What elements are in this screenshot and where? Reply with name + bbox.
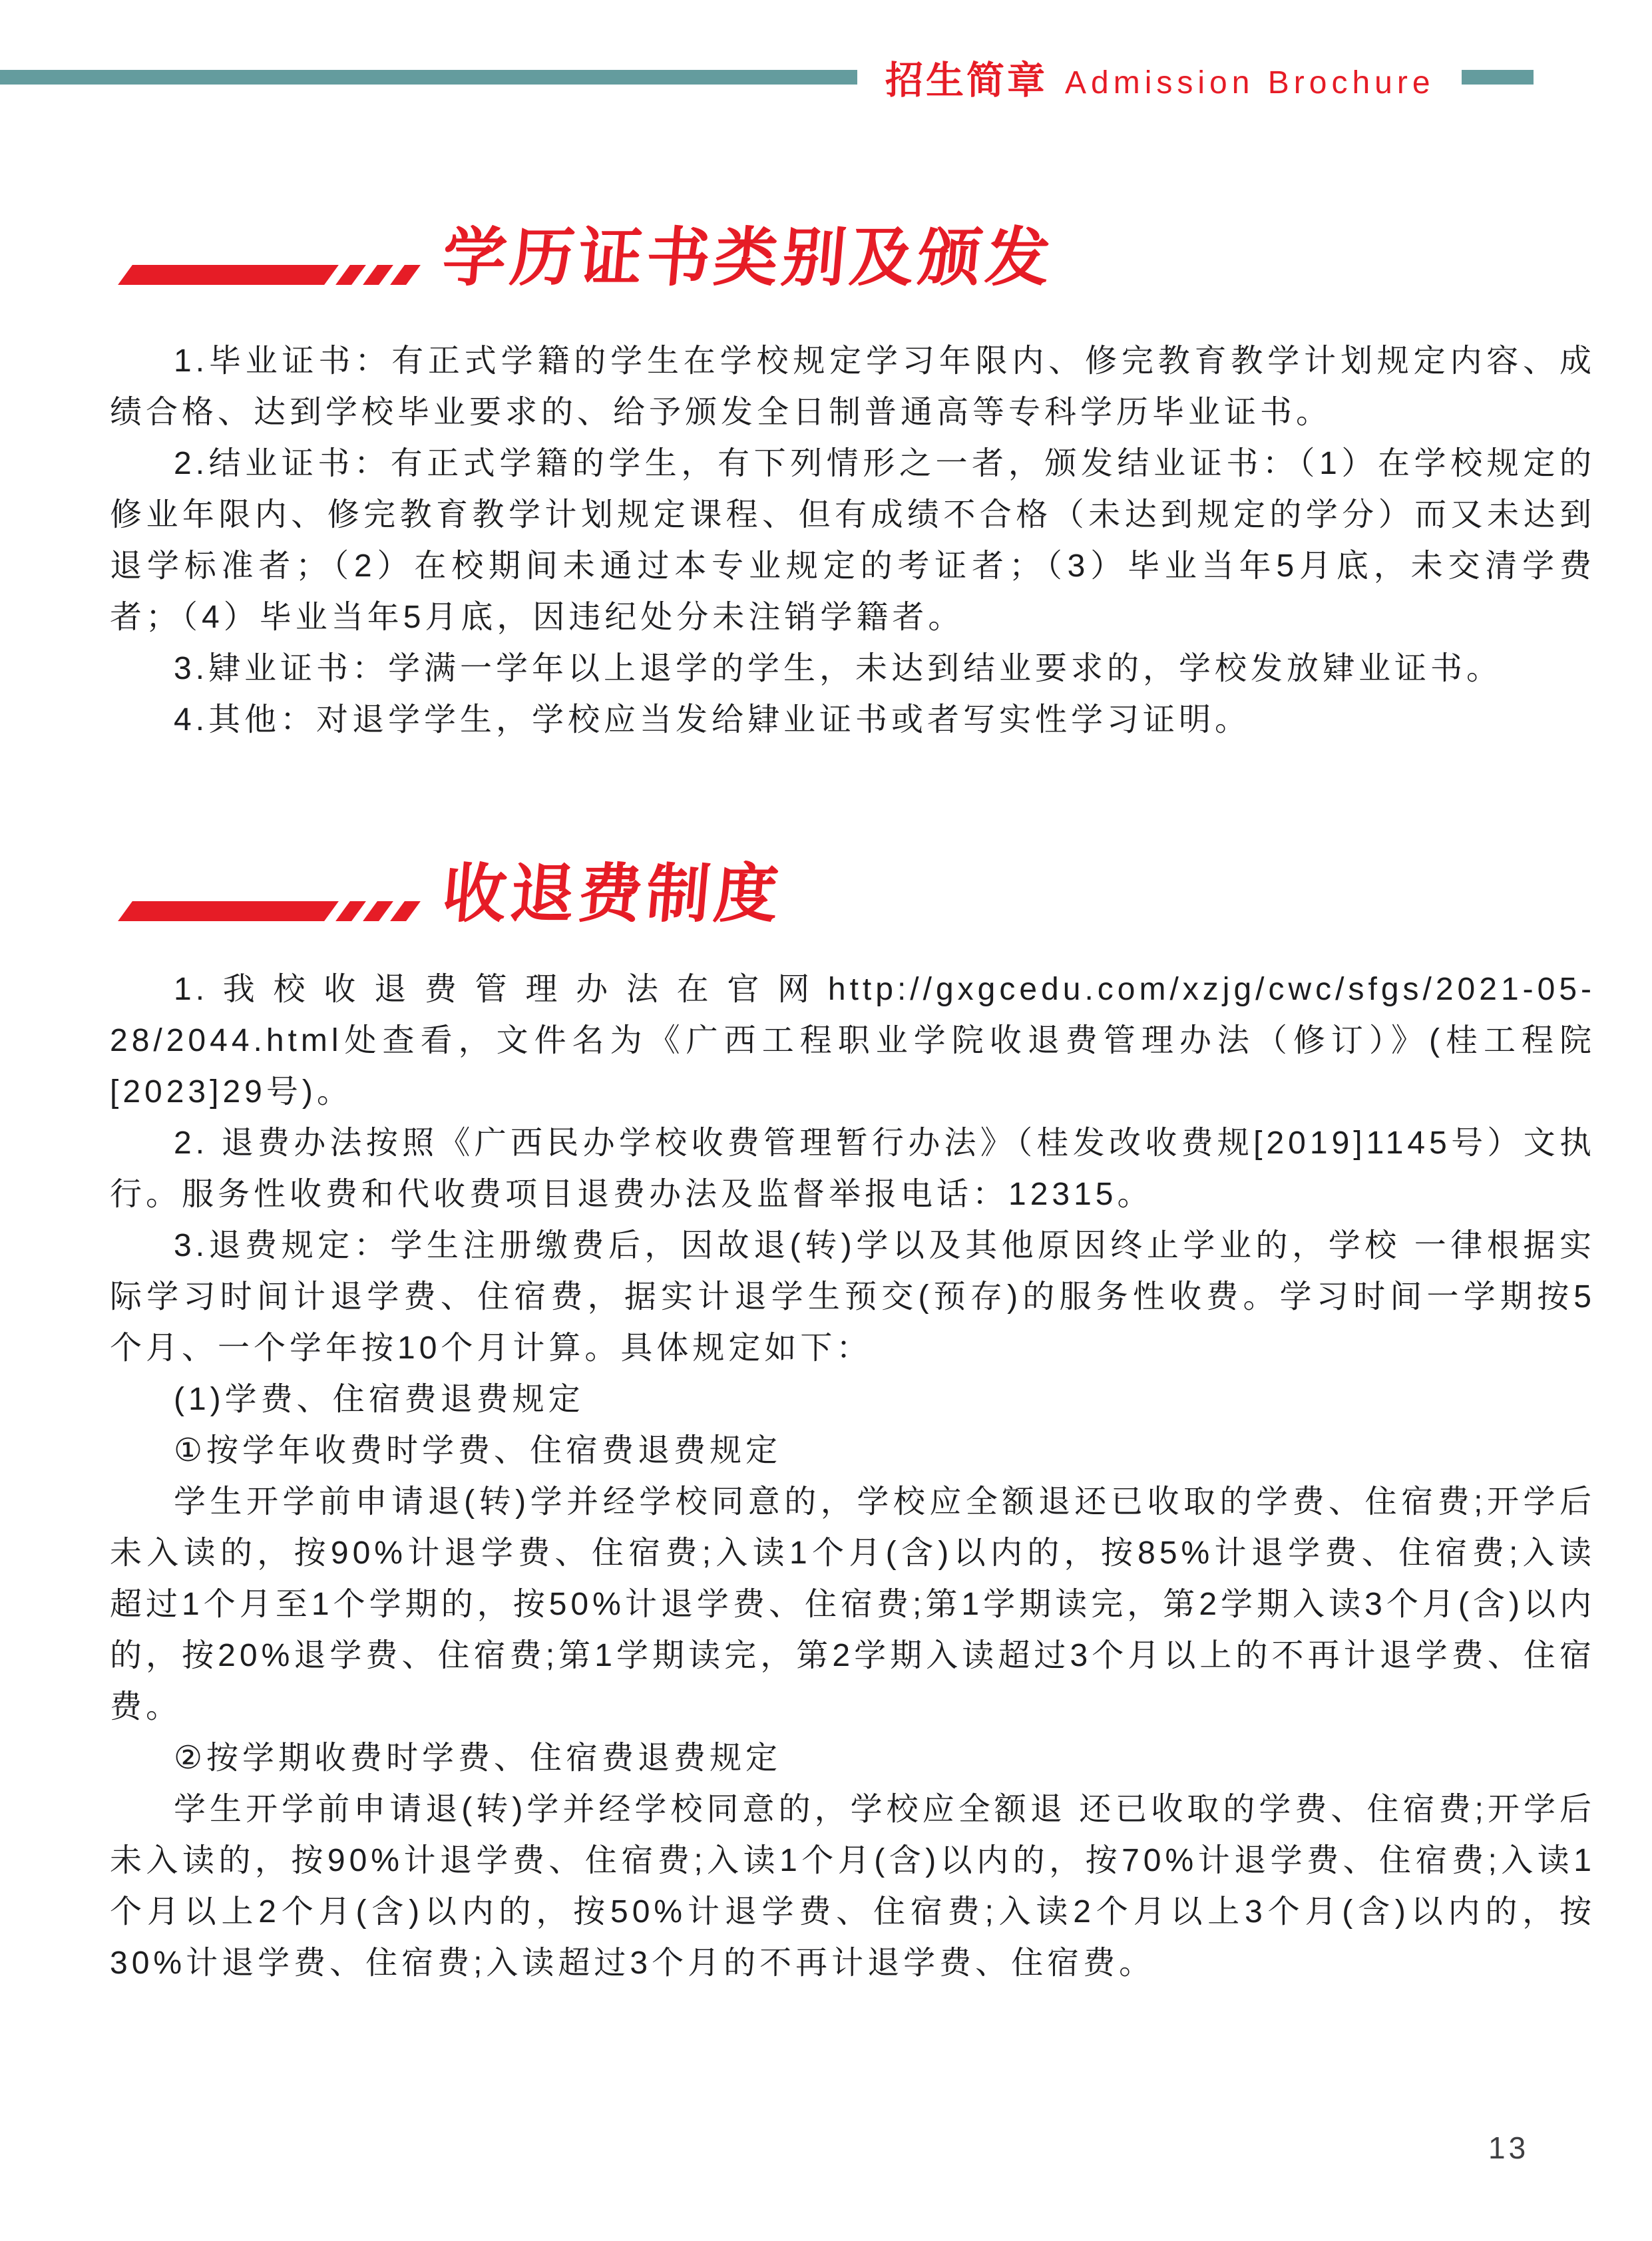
section-2-heading xyxy=(125,859,785,930)
section-marker-icon xyxy=(125,901,413,921)
paragraph: 3.退费规定：学生注册缴费后，因故退(转)学以及其他原因终止学业的，学校 一律根据实际学习时间计退学费、住宿费，据实计退学生预交(预存)的服务性收费。学习时间一学期按5个月、一个学年按10个月计算。具体规定如下： xyxy=(110,1228,1595,1366)
marker-slash-icon xyxy=(335,901,366,921)
section-2-title: 收退费制度 xyxy=(439,859,785,930)
page-number: 13 xyxy=(1488,2131,1530,2165)
header-title xyxy=(885,50,1435,104)
paragraph: ②按学期收费时学费、住宿费退费规定 xyxy=(174,1740,782,1776)
paragraph: 2.结业证书：有正式学籍的学生，有下列情形之一者，颁发结业证书：（1）在学校规定的修业年限内、修完教育教学计划规定课程、但有成绩不合格（未达到规定的学分）而又未达到退学标准者；（2）在校期间未通过本专业规定的考证者；（3）毕业当年5月底，未交清学费者；（4）毕业当年5月底，因违纪处分未注销学籍者。 xyxy=(110,446,1595,635)
section-1-title: 学历证书类别及颁发 xyxy=(439,222,1057,294)
paragraph: ①按学年收费时学费、住宿费退费规定 xyxy=(174,1433,782,1468)
paragraph: 1.毕业证书：有正式学籍的学生在学校规定学习年限内、修完教育教学计划规定内容、成绩合格、达到学校毕业要求的、给予颁发全日制普通高等专科学历毕业证书。 xyxy=(110,343,1595,430)
header-rule-right xyxy=(1462,70,1534,85)
section-marker-icon xyxy=(125,265,413,285)
paragraph: 学生开学前申请退(转)学并经学校同意的，学校应全额退 还已收取的学费、住宿费;开学后未入读的，按90%计退学费、住宿费;入读1个月(含)以内的，按70%计退学费、住宿费;入读1个月以上2个月(含)以内的，按50%计退学费、住宿费;入读2个月以上3个月(含)以内的，按30%计退学费、住宿费;入读超过3个月的不再计退学费、住宿费。 xyxy=(110,1792,1595,1981)
header-rule-left xyxy=(0,70,857,85)
section-2-body xyxy=(110,964,1595,1989)
marker-slash-icon xyxy=(390,265,421,285)
header-title-en: Admission Brochure xyxy=(1065,65,1435,101)
marker-bar-shape xyxy=(118,901,339,921)
section-1-heading xyxy=(125,222,1057,294)
paragraph: 3.肄业证书：学满一学年以上退学的学生，未达到结业要求的，学校发放肄业证书。 xyxy=(174,651,1503,686)
paragraph: 4.其他：对退学学生，学校应当发给肄业证书或者写实性学习证明。 xyxy=(174,702,1251,737)
marker-slash-icon xyxy=(363,901,393,921)
paragraph: (1)学费、住宿费退费规定 xyxy=(174,1382,584,1417)
page-header xyxy=(0,56,1652,102)
marker-slash-icon xyxy=(390,901,421,921)
marker-bar-shape xyxy=(118,265,339,285)
marker-slash-icon xyxy=(363,265,393,285)
paragraph: 学生开学前申请退(转)学并经学校同意的，学校应全额退还已收取的学费、住宿费;开学后未入读的，按90%计退学费、住宿费;入读1个月(含)以内的，按85%计退学费、住宿费;入读超过1个月至1个学期的，按50%计退学费、住宿费;第1学期读完，第2学期入读3个月(含)以内的，按20%退学费、住宿费;第1学期读完，第2学期入读超过3个月以上的不再计退学费、住宿费。 xyxy=(110,1484,1595,1725)
paragraph: 1.我校收退费管理办法在官网http://gxgcedu.com/xzjg/cwc/sfgs/2021-05-28/2044.html处查看，文件名为《广西工程职业学院收退费管理办法（修订）》(桂工程院[2023]29号)。 xyxy=(110,972,1595,1110)
marker-slash-icon xyxy=(335,265,366,285)
header-title-zh: 招生简章 xyxy=(885,59,1048,102)
paragraph: 2. 退费办法按照《广西民办学校收费管理暂行办法》（桂发改收费规[2019]1145号）文执行。服务性收费和代收费项目退费办法及监督举报电话：12315。 xyxy=(110,1125,1595,1212)
section-1-body xyxy=(110,335,1595,745)
